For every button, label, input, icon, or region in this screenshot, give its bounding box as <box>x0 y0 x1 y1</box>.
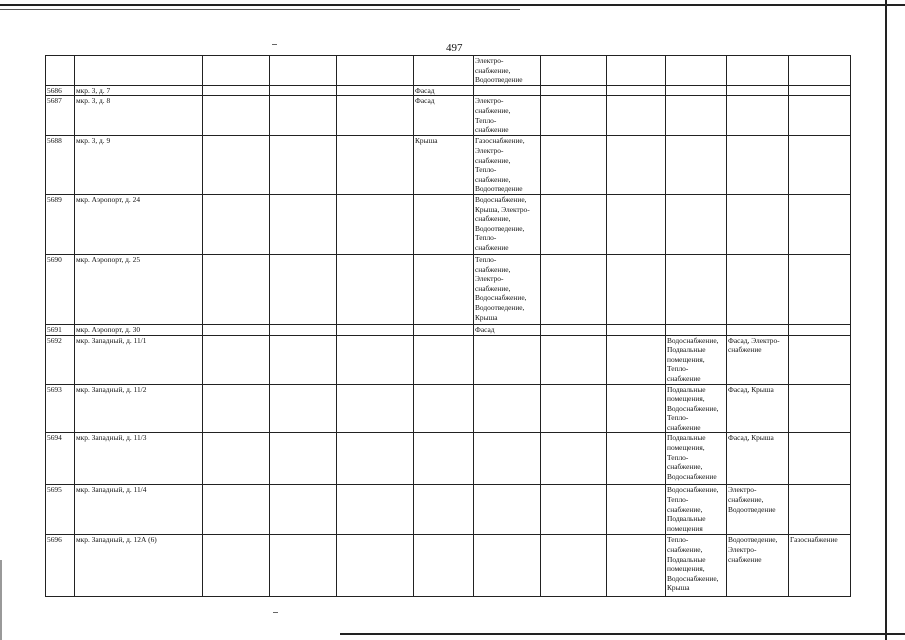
table-row <box>46 324 851 335</box>
table-cell <box>666 136 727 195</box>
address-cell: мкр. 3, д. 7 <box>75 85 203 96</box>
table-cell: Фасад <box>414 85 474 96</box>
table-cell <box>666 194 727 254</box>
table-cell <box>789 85 851 96</box>
table-cell: Фасад, Крыша <box>727 384 789 433</box>
scan-artifact-right <box>885 0 887 640</box>
table-row <box>46 136 851 195</box>
table-cell <box>727 324 789 335</box>
table-row <box>46 433 851 485</box>
table-cell <box>414 535 474 597</box>
table-cell <box>474 535 541 597</box>
row-number: 5692 <box>46 335 75 384</box>
row-number: 5691 <box>46 324 75 335</box>
address-cell: мкр. Аэропорт, д. 24 <box>75 194 203 254</box>
address-cell: мкр. 3, д. 9 <box>75 136 203 195</box>
table-cell <box>414 433 474 485</box>
address-cell: мкр. 3, д. 8 <box>75 96 203 136</box>
address-cell: мкр. Западный, д. 11/2 <box>75 384 203 433</box>
address-cell: мкр. Западный, д. 12А (6) <box>75 535 203 597</box>
table-row <box>46 384 851 433</box>
address-cell: мкр. Аэропорт, д. 30 <box>75 324 203 335</box>
table-cell <box>666 324 727 335</box>
table-cell <box>474 433 541 485</box>
row-number: 5688 <box>46 136 75 195</box>
table-cell: Фасад <box>474 324 541 335</box>
table-cell <box>789 324 851 335</box>
table-cell <box>727 194 789 254</box>
scan-artifact-top <box>0 4 905 6</box>
row-number: 5689 <box>46 194 75 254</box>
table-cell: Водоснабжение, Подвальные помещения, Тепло- снабжение <box>666 335 727 384</box>
table-cell <box>789 254 851 324</box>
table-cell: Водоотведение, Электро- снабжение <box>727 535 789 597</box>
row-number: 5695 <box>46 485 75 535</box>
table-cell: Фасад, Крыша <box>727 433 789 485</box>
table-row-continuation <box>46 56 851 86</box>
table-row <box>46 335 851 384</box>
table-cell <box>727 136 789 195</box>
address-cell: мкр. Западный, д. 11/1 <box>75 335 203 384</box>
row-number: 5693 <box>46 384 75 433</box>
address-cell: мкр. Аэропорт, д. 25 <box>75 254 203 324</box>
table-row <box>46 485 851 535</box>
table-cell: Тепло- снабжение, Электро- снабжение, Водоснабжение, Водоотведение, Крыша <box>474 254 541 324</box>
scan-speck <box>273 612 278 613</box>
table-cell <box>727 85 789 96</box>
table-cell <box>414 485 474 535</box>
table-row <box>46 254 851 324</box>
table-cell: Газоснабжение, Электро- снабжение, Тепло- снабжение, Водоотведение <box>474 136 541 195</box>
row-number: 5694 <box>46 433 75 485</box>
table-row <box>46 85 851 96</box>
table-cell: Фасад, Электро- снабжение <box>727 335 789 384</box>
table-row <box>46 96 851 136</box>
table-body <box>46 85 851 597</box>
table-cell: Электро- снабжение, Водоотведение <box>727 485 789 535</box>
registry-table <box>45 55 851 597</box>
table-row <box>46 194 851 254</box>
scan-artifact-top-2 <box>0 9 520 10</box>
scan-speck <box>272 44 277 45</box>
table-cell <box>474 485 541 535</box>
scan-artifact-bottom <box>340 633 905 635</box>
table-cell <box>666 254 727 324</box>
table-cell <box>666 96 727 136</box>
address-cell: мкр. Западный, д. 11/3 <box>75 433 203 485</box>
table-cell <box>789 136 851 195</box>
address-cell: мкр. Западный, д. 11/4 <box>75 485 203 535</box>
table-cell <box>666 85 727 96</box>
table-cell: Водоснабжение, Крыша, Электро- снабжение, Водоотведение, Тепло- снабжение <box>474 194 541 254</box>
table-cell <box>474 384 541 433</box>
scan-artifact-left <box>0 560 2 640</box>
table-cell <box>474 335 541 384</box>
row-number: 5686 <box>46 85 75 96</box>
table-cell: Подвальные помещения, Водоснабжение, Тепло- снабжение <box>666 384 727 433</box>
table-row <box>46 535 851 597</box>
table-cell <box>414 254 474 324</box>
table-cell <box>789 384 851 433</box>
table-cell: Подвальные помещения, Тепло- снабжение, Водоснабжение <box>666 433 727 485</box>
row-number: 5687 <box>46 96 75 136</box>
table-cell <box>789 485 851 535</box>
table-cell: Фасад <box>414 96 474 136</box>
table-cell: Тепло- снабжение, Подвальные помещения, Водоснабжение, Крыша <box>666 535 727 597</box>
table-cell <box>789 335 851 384</box>
page-number: 497 <box>446 42 463 54</box>
table-cell: Водоснабжение, Тепло- снабжение, Подвальные помещения <box>666 485 727 535</box>
table-cell <box>789 194 851 254</box>
table-cell: Газоснабжение <box>789 535 851 597</box>
table-cell <box>414 194 474 254</box>
table-cell <box>414 324 474 335</box>
table-cell <box>474 85 541 96</box>
row-number: 5696 <box>46 535 75 597</box>
table-cell <box>789 96 851 136</box>
row-number: 5690 <box>46 254 75 324</box>
table-cell <box>727 96 789 136</box>
table-cell <box>414 384 474 433</box>
table-cell <box>414 335 474 384</box>
table-cell <box>727 254 789 324</box>
table-cell: Электро- снабжение, Водоотведение <box>474 56 541 86</box>
table-cell <box>789 433 851 485</box>
table-cell: Крыша <box>414 136 474 195</box>
table-cell: Электро- снабжение, Тепло- снабжение <box>474 96 541 136</box>
